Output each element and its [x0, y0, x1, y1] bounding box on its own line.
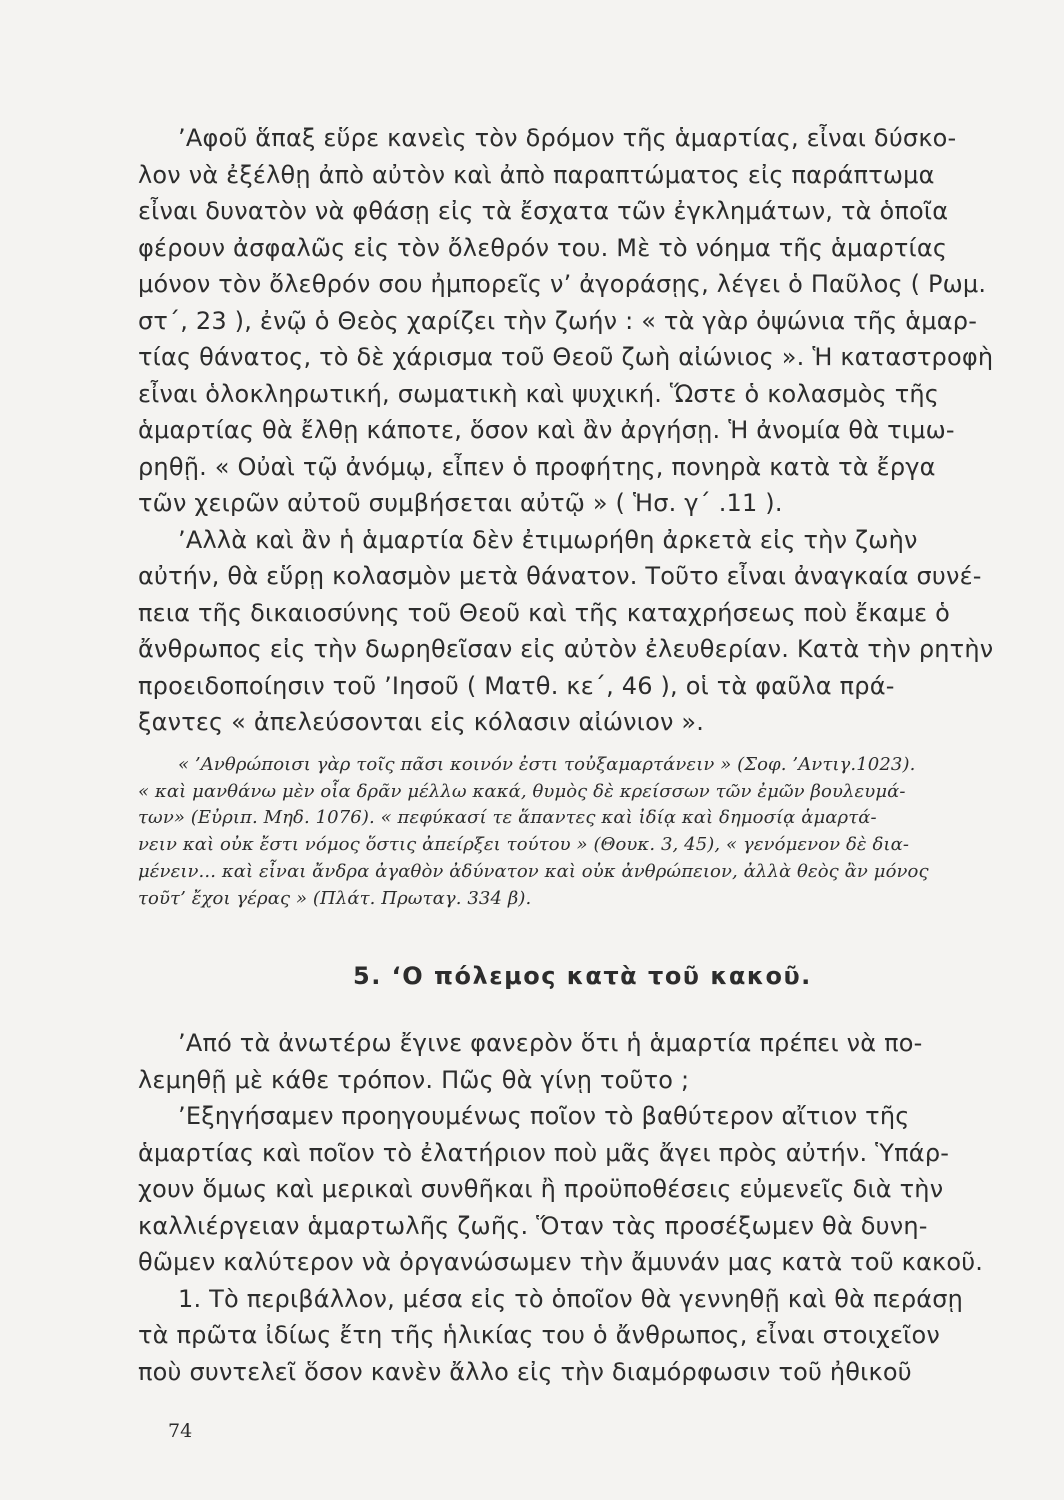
footnote-line: « καὶ μανθάνω μὲν οἷα δρᾶν μέλλω κακά, θυμὸς δὲ κρείσσων τῶν ἐμῶν βουλευμά-	[138, 780, 906, 802]
footnote-line: « ’Ανθρώποισι γὰρ τοῖς πᾶσι κοινόν ἐστι τοὐξαμαρτάνειν » (Σοφ. ’Αντιγ.1023).	[178, 754, 916, 775]
text-line: ξαντες « ἀπελεύσονται εἰς κόλασιν αἰώνιον ».	[138, 708, 705, 736]
text-line: πεια τῆς δικαιοσύνης τοῦ Θεοῦ καὶ τῆς καταχρήσεως ποὺ ἔκαμε ὁ	[138, 598, 951, 627]
text-line: ἁμαρτίας θὰ ἔλθῃ κάποτε, ὅσον καὶ ἂν ἀργήσῃ. Ἡ ἀνομία θὰ τιμω-	[138, 416, 955, 444]
footnote-line: τοῦτ’ ἔχοι γέρας » (Πλάτ. Πρωταγ. 334 β).	[138, 887, 532, 909]
main-text-bottom	[138, 1025, 994, 1390]
text-line: 1. Τὸ περιβάλλον, μέσα εἰς τὸ ὁποῖον θὰ γεννηθῇ καὶ θὰ περάσῃ	[178, 1284, 964, 1313]
text-line: αὐτήν, θὰ εὕρῃ κολασμὸν μετὰ θάνατον. Τοῦτο εἶναι ἀναγκαία συνέ-	[138, 562, 982, 590]
text-line: λεμηθῇ μὲ κάθε τρόπον. Πῶς θὰ γίνῃ τοῦτο ;	[138, 1065, 690, 1094]
text-line: θῶμεν καλύτερον νὰ ὀργανώσωμεν τὴν ἄμυνάν μας κατὰ τοῦ κακοῦ.	[138, 1248, 984, 1276]
text-line: ’Από τὰ ἀνωτέρω ἔγινε φανερὸν ὅτι ἡ ἁμαρτία πρέπει νὰ πο-	[178, 1029, 923, 1057]
footnote-line: μένειν... καὶ εἶναι ἄνδρα ἀγαθὸν ἀδύνατον καὶ οὐκ ἀνθρώπειον, ἀλλὰ θεὸς ἂν μόνος	[138, 860, 929, 882]
text-line: μόνον τὸν ὄλεθρόν σου ἠμπορεῖς ν’ ἀγοράσῃς, λέγει ὁ Παῦλος ( Ρωμ.	[138, 270, 987, 298]
footnote-line: των» (Εὐριπ. Μηδ. 1076). « πεφύκασί τε ἅπαντες καὶ ἰδίᾳ καὶ δημοσίᾳ ἁμαρτά-	[138, 807, 877, 829]
main-text-top	[138, 120, 994, 741]
text-line: ἄνθρωπος εἰς τὴν δωρηθεῖσαν εἰς αὐτὸν ἐλευθερίαν. Κατὰ τὴν ρητὴν	[138, 635, 994, 663]
section-heading: 5. ‘Ο πόλεμος κατὰ τοῦ κακοῦ.	[353, 962, 812, 990]
text-line: τῶν χειρῶν αὐτοῦ συμβήσεται αὐτῷ » ( Ἡσ. γ΄ .11 ).	[138, 489, 783, 517]
text-line: ἁμαρτίας καὶ ποῖον τὸ ἐλατήριον ποὺ μᾶς ἄγει πρὸς αὐτήν. Ὑπάρ-	[138, 1138, 950, 1167]
text-line: ρηθῇ. « Οὐαὶ τῷ ἀνόμῳ, εἶπεν ὁ προφήτης, πονηρὰ κατὰ τὰ ἔργα	[138, 452, 936, 481]
text-line: εἶναι ὁλοκληρωτική, σωματικὴ καὶ ψυχική. Ὥστε ὁ κολασμὸς τῆς	[138, 379, 940, 408]
text-line: καλλιέργειαν ἁμαρτωλῆς ζωῆς. Ὅταν τὰς προσέξωμεν θὰ δυνη-	[138, 1211, 928, 1240]
text-line: τίας θάνατος, τὸ δὲ χάρισμα τοῦ Θεοῦ ζωὴ αἰώνιος ». Ἡ καταστροφὴ	[138, 343, 994, 371]
text-line: ’Αλλὰ καὶ ἂν ἡ ἁμαρτία δὲν ἐτιμωρήθη ἀρκετὰ εἰς τὴν ζωὴν	[178, 525, 918, 554]
text-line: προειδοποίησιν τοῦ ’Ιησοῦ ( Ματθ. κε΄, 46 ), οἱ τὰ φαῦλα πρά-	[138, 671, 895, 700]
text-line: φέρουν ἀσφαλῶς εἰς τὸν ὄλεθρόν του. Μὲ τὸ νόημα τῆς ἁμαρτίας	[138, 233, 948, 262]
text-line: ποὺ συντελεῖ ὅσον κανὲν ἄλλο εἰς τὴν διαμόρφωσιν τοῦ ἠθικοῦ	[138, 1357, 912, 1386]
page-number: 74	[168, 1420, 193, 1442]
footnote-line: νειν καὶ οὐκ ἔστι νόμος ὅστις ἀπείρξει τούτου » (Θουκ. 3, 45), « γενόμενον δὲ δια-	[138, 834, 910, 856]
text-line: εἶναι δυνατὸν νὰ φθάσῃ εἰς τὰ ἔσχατα τῶν ἐγκλημάτων, τὰ ὁποῖα	[138, 197, 949, 225]
text-line: χουν ὅμως καὶ μερικαὶ συνθῆκαι ἢ προϋποθέσεις εὐμενεῖς διὰ τὴν	[138, 1175, 944, 1203]
text-line: ’Αφοῦ ἅπαξ εὕρε κανεὶς τὸν δρόμον τῆς ἁμαρτίας, εἶναι δύσκο-	[178, 124, 957, 152]
text-line: τὰ πρῶτα ἰδίως ἔτη τῆς ἡλικίας του ὁ ἄνθρωπος, εἶναι στοιχεῖον	[138, 1321, 940, 1349]
footnote-block	[138, 752, 994, 912]
text-line: στ΄, 23 ), ἐνῷ ὁ Θεὸς χαρίζει τὴν ζωήν : « τὰ γὰρ ὀψώνια τῆς ἁμαρ-	[138, 306, 978, 335]
text-line: ’Εξηγήσαμεν προηγουμένως ποῖον τὸ βαθύτερον αἴτιον τῆς	[178, 1102, 910, 1130]
text-line: λον νὰ ἐξέλθῃ ἀπὸ αὐτὸν καὶ ἀπὸ παραπτώματος εἰς παράπτωμα	[138, 160, 935, 189]
